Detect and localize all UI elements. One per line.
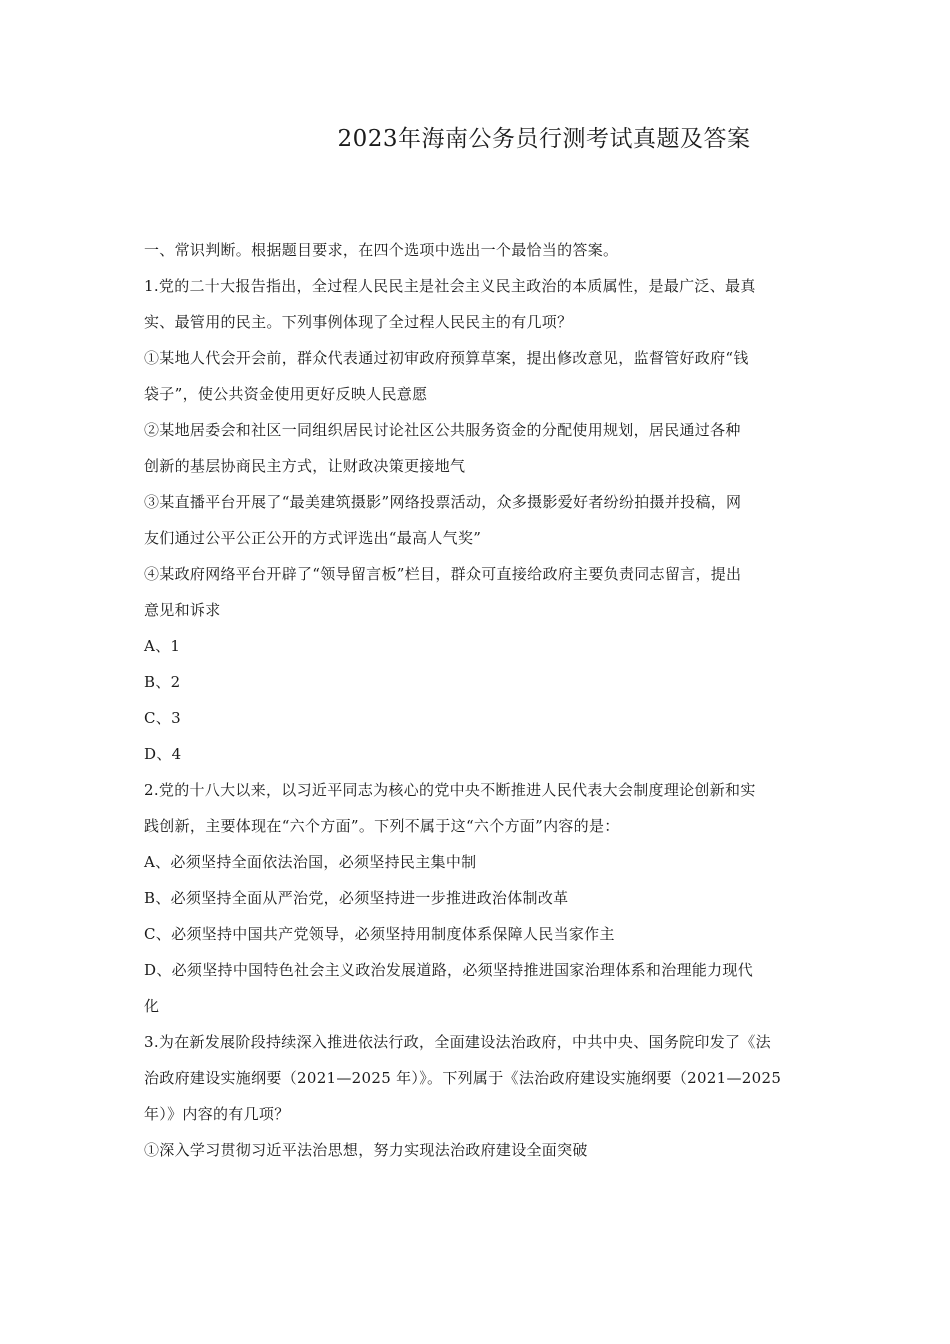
document-body	[144, 232, 824, 1168]
q1-item-3-line-2: 友们通过公平公正公开的方式评选出“最高人气奖”	[144, 529, 482, 547]
q1-item-2-line-1: ②某地居委会和社区一同组织居民讨论社区公共服务资金的分配使用规划，居民通过各种	[144, 421, 741, 439]
q1-item-1-line-1: ①某地人代会开会前，群众代表通过初审政府预算草案，提出修改意见，监督管好政府“钱	[144, 349, 749, 367]
q1-option-d: D、4	[144, 745, 182, 763]
q1-item-1-line-2: 袋子”，使公共资金使用更好反映人民意愿	[144, 385, 428, 403]
q1-option-a: A、1	[144, 637, 181, 655]
q3-stem-line-1: 3.为在新发展阶段持续深入推进依法行政，全面建设法治政府，中共中央、国务院印发了《法	[144, 1033, 771, 1051]
q1-item-4-line-2: 意见和诉求	[144, 601, 221, 619]
q3-stem-line-3: 年）》内容的有几项？	[144, 1105, 290, 1123]
q2-option-d-line-2: 化	[144, 997, 160, 1015]
q1-item-4-line-1: ④某政府网络平台开辟了“领导留言板”栏目，群众可直接给政府主要负责同志留言，提出	[144, 565, 742, 583]
q1-option-b: B、2	[144, 673, 181, 691]
q1-stem-line-1: 1.党的二十大报告指出，全过程人民民主是社会主义民主政治的本质属性，是最广泛、最真	[144, 277, 756, 295]
q2-option-d-line-1: D、必须坚持中国特色社会主义政治发展道路，必须坚持推进国家治理体系和治理能力现代	[144, 961, 754, 979]
q2-option-c: C、必须坚持中国共产党领导，必须坚持用制度体系保障人民当家作主	[144, 925, 615, 943]
q2-stem-line-1: 2.党的十八大以来，以习近平同志为核心的党中央不断推进人民代表大会制度理论创新和实	[144, 781, 756, 799]
q3-item-1-line-1: ①深入学习贯彻习近平法治思想，努力实现法治政府建设全面突破	[144, 1141, 588, 1159]
document-title: 2023年海南公务员行测考试真题及答案	[337, 126, 751, 152]
q2-option-b: B、必须坚持全面从严治党，必须坚持进一步推进政治体制改革	[144, 889, 569, 907]
q1-item-2-line-2: 创新的基层协商民主方式，让财政决策更接地气	[144, 457, 466, 475]
q2-stem-line-2: 践创新，主要体现在“六个方面”。下列不属于这“六个方面”内容的是：	[144, 817, 620, 835]
q1-stem-line-2: 实、最管用的民主。下列事例体现了全过程人民民主的有几项？	[144, 313, 573, 331]
q1-item-3-line-1: ③某直播平台开展了“最美建筑摄影”网络投票活动，众多摄影爱好者纷纷拍摄并投稿，网	[144, 493, 742, 511]
q2-option-a: A、必须坚持全面依法治国，必须坚持民主集中制	[144, 853, 477, 871]
q3-stem-line-2: 治政府建设实施纲要（2021—2025 年）》。下列属于《法治政府建设实施纲要（2021—2025	[144, 1069, 782, 1087]
q1-option-c: C、3	[144, 709, 181, 727]
section-heading: 一、常识判断。根据题目要求，在四个选项中选出一个最恰当的答案。	[144, 241, 619, 259]
